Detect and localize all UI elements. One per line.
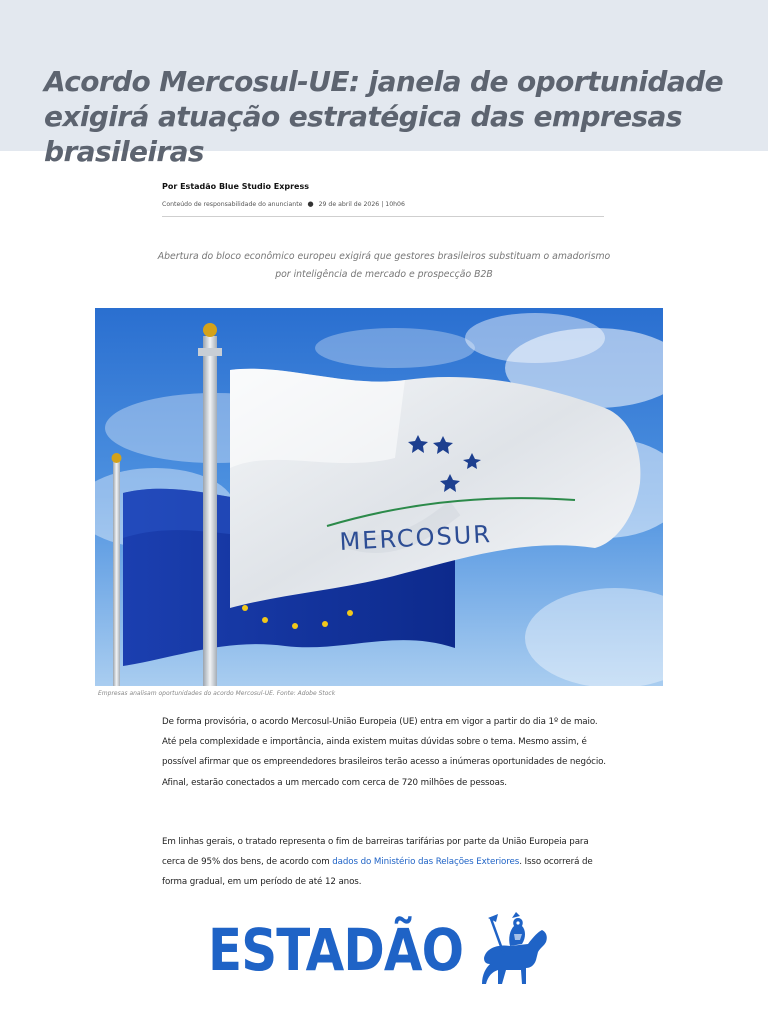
article-byline[interactable]: Por Estadão Blue Studio Express (162, 182, 309, 191)
logo-wordmark: ESTADÃO (208, 916, 464, 984)
horse-rider-icon (476, 910, 556, 990)
article-subtitle: Abertura do bloco econômico europeu exigirá que gestores brasileiros substituam o amadorismo por inteligência de mercado e prospecção B2B (157, 251, 611, 280)
article-paragraph: De forma provisória, o acordo Mercosul-União Europeia (UE) entra em vigor a partir do dia 1º de maio. Até pela complexidade e importância, ainda existem muitas dúvidas sobre o tema. Mesmo assim, é possível afirmar que os empreendedores brasileiros terão acesso a inúmeras oportunidades de negócio. Afinal, estarão conectados a um mercado com cerca de 720 milhões de pessoas. (162, 717, 606, 788)
separator-dot: ● (307, 200, 314, 208)
paragraph-text: Em linhas gerais, o tratado representa o fim de barreiras tarifárias por parte da União Europeia para cerca de 95% dos bens, de acordo com (162, 837, 589, 868)
article-headline: Acordo Mercosul-UE: janela de oportunidade exigirá atuação estratégica das empresas brasileiras (44, 65, 723, 168)
article-photo (95, 308, 663, 686)
paragraph-text: . Isso ocorrerá de forma gradual, em um período de até 12 anos. (162, 857, 593, 888)
publish-date: 29 de abril de 2026 | 10h06 (318, 201, 405, 208)
article-paragraph (162, 832, 612, 893)
flag-text: MERCOSUR (338, 520, 493, 556)
ministry-data-link[interactable]: dados do Ministério das Relações Exteriores (332, 857, 520, 868)
article-meta (162, 200, 606, 208)
sponsor-disclaimer: Conteúdo de responsabilidade do anunciante (162, 201, 303, 208)
photo-caption: Empresas analisam oportunidades do acordo Mercosul-UE. Fonte: Adobe Stock (98, 690, 336, 697)
flags-photo (95, 308, 663, 686)
estadao-logo[interactable] (208, 910, 562, 990)
divider (162, 216, 604, 217)
